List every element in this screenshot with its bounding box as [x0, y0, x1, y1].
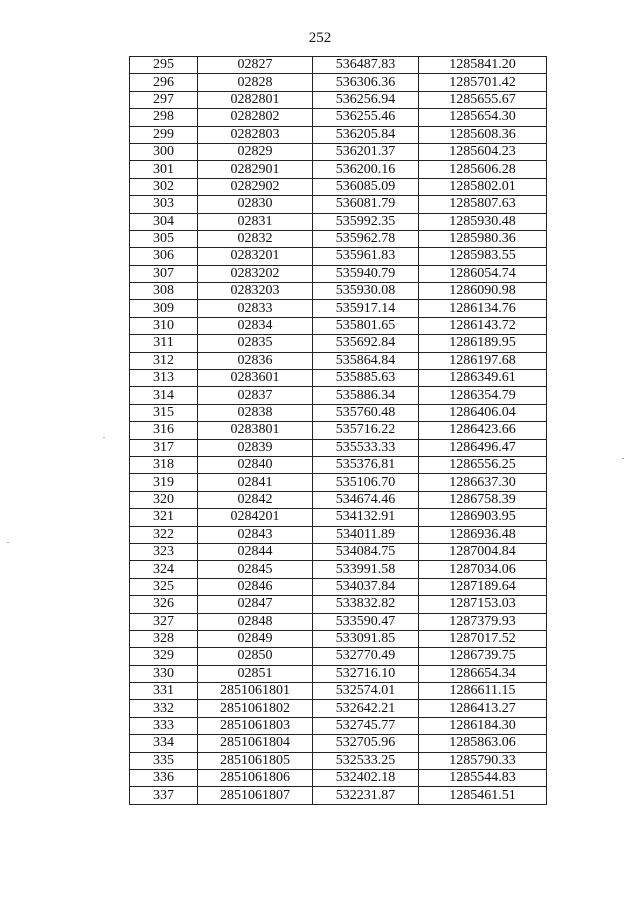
point-number-cell: 307: [130, 265, 198, 282]
y-coordinate-cell: 1287189.64: [419, 578, 547, 595]
x-coordinate-cell: 532402.18: [313, 770, 419, 787]
table-row: [130, 683, 547, 700]
point-id-cell: 02841: [198, 474, 313, 491]
point-number-cell: 310: [130, 317, 198, 334]
y-coordinate-cell: 1286654.34: [419, 665, 547, 682]
table-row: [130, 613, 547, 630]
point-number-cell: 304: [130, 213, 198, 230]
point-id-cell: 02850: [198, 648, 313, 665]
point-number-cell: 318: [130, 456, 198, 473]
x-coordinate-cell: 534132.91: [313, 509, 419, 526]
point-id-cell: 02840: [198, 456, 313, 473]
point-number-cell: 313: [130, 370, 198, 387]
y-coordinate-cell: 1286637.30: [419, 474, 547, 491]
x-coordinate-cell: 534084.75: [313, 543, 419, 560]
x-coordinate-cell: 536085.09: [313, 178, 419, 195]
point-number-cell: 309: [130, 300, 198, 317]
point-id-cell: 02832: [198, 230, 313, 247]
point-number-cell: 305: [130, 230, 198, 247]
y-coordinate-cell: 1286090.98: [419, 283, 547, 300]
point-number-cell: 335: [130, 752, 198, 769]
x-coordinate-cell: 534674.46: [313, 491, 419, 508]
y-coordinate-cell: 1286423.66: [419, 422, 547, 439]
page-number: 252: [308, 30, 332, 46]
table-row: [130, 109, 547, 126]
y-coordinate-cell: 1285983.55: [419, 248, 547, 265]
x-coordinate-cell: 535886.34: [313, 387, 419, 404]
point-id-cell: 0282802: [198, 109, 313, 126]
point-number-cell: 297: [130, 91, 198, 108]
point-id-cell: 02829: [198, 143, 313, 160]
x-coordinate-cell: 535760.48: [313, 404, 419, 421]
x-coordinate-cell: 533991.58: [313, 561, 419, 578]
y-coordinate-cell: 1286143.72: [419, 317, 547, 334]
x-coordinate-cell: 535961.83: [313, 248, 419, 265]
table-row: [130, 456, 547, 473]
x-coordinate-cell: 535716.22: [313, 422, 419, 439]
table-row: [130, 491, 547, 508]
point-number-cell: 337: [130, 787, 198, 804]
y-coordinate-cell: 1285654.30: [419, 109, 547, 126]
point-id-cell: 0282901: [198, 161, 313, 178]
y-coordinate-cell: 1287004.84: [419, 543, 547, 560]
point-id-cell: 02843: [198, 526, 313, 543]
point-id-cell: 0282902: [198, 178, 313, 195]
point-number-cell: 302: [130, 178, 198, 195]
table-body: [130, 57, 547, 805]
y-coordinate-cell: 1286903.95: [419, 509, 547, 526]
table-row: [130, 630, 547, 647]
y-coordinate-cell: 1285606.28: [419, 161, 547, 178]
point-id-cell: 02844: [198, 543, 313, 560]
y-coordinate-cell: 1285807.63: [419, 196, 547, 213]
point-id-cell: 2851061801: [198, 683, 313, 700]
x-coordinate-cell: 536200.16: [313, 161, 419, 178]
point-id-cell: 2851061804: [198, 735, 313, 752]
point-id-cell: 02834: [198, 317, 313, 334]
point-id-cell: 0283801: [198, 422, 313, 439]
y-coordinate-cell: 1285608.36: [419, 126, 547, 143]
point-id-cell: 02846: [198, 578, 313, 595]
table-row: [130, 752, 547, 769]
point-id-cell: 0283203: [198, 283, 313, 300]
x-coordinate-cell: 535376.81: [313, 456, 419, 473]
point-number-cell: 327: [130, 613, 198, 630]
scan-speck: [103, 437, 105, 438]
table-row: [130, 370, 547, 387]
x-coordinate-cell: 532574.01: [313, 683, 419, 700]
table-row: [130, 387, 547, 404]
point-number-cell: 301: [130, 161, 198, 178]
x-coordinate-cell: 535940.79: [313, 265, 419, 282]
y-coordinate-cell: 1285461.51: [419, 787, 547, 804]
table-row: [130, 787, 547, 804]
point-id-cell: 02839: [198, 439, 313, 456]
table-row: [130, 57, 547, 74]
x-coordinate-cell: 535917.14: [313, 300, 419, 317]
y-coordinate-cell: 1287153.03: [419, 596, 547, 613]
y-coordinate-cell: 1286349.61: [419, 370, 547, 387]
point-id-cell: 2851061805: [198, 752, 313, 769]
y-coordinate-cell: 1286406.04: [419, 404, 547, 421]
point-number-cell: 324: [130, 561, 198, 578]
table-row: [130, 665, 547, 682]
point-id-cell: 02848: [198, 613, 313, 630]
table-row: [130, 352, 547, 369]
x-coordinate-cell: 533091.85: [313, 630, 419, 647]
point-id-cell: 02833: [198, 300, 313, 317]
point-number-cell: 326: [130, 596, 198, 613]
y-coordinate-cell: 1287379.93: [419, 613, 547, 630]
point-number-cell: 314: [130, 387, 198, 404]
y-coordinate-cell: 1286496.47: [419, 439, 547, 456]
point-number-cell: 332: [130, 700, 198, 717]
point-number-cell: 317: [130, 439, 198, 456]
x-coordinate-cell: 535962.78: [313, 230, 419, 247]
point-id-cell: 02828: [198, 74, 313, 91]
table-row: [130, 248, 547, 265]
point-id-cell: 2851061802: [198, 700, 313, 717]
point-number-cell: 295: [130, 57, 198, 74]
table-row: [130, 578, 547, 595]
y-coordinate-cell: 1285544.83: [419, 770, 547, 787]
point-number-cell: 296: [130, 74, 198, 91]
x-coordinate-cell: 532533.25: [313, 752, 419, 769]
point-number-cell: 312: [130, 352, 198, 369]
y-coordinate-cell: 1286936.48: [419, 526, 547, 543]
table-row: [130, 700, 547, 717]
x-coordinate-cell: 535106.70: [313, 474, 419, 491]
table-row: [130, 648, 547, 665]
point-number-cell: 330: [130, 665, 198, 682]
point-number-cell: 308: [130, 283, 198, 300]
x-coordinate-cell: 534011.89: [313, 526, 419, 543]
table-row: [130, 74, 547, 91]
point-id-cell: 0283201: [198, 248, 313, 265]
point-id-cell: 2851061807: [198, 787, 313, 804]
point-number-cell: 334: [130, 735, 198, 752]
y-coordinate-cell: 1285802.01: [419, 178, 547, 195]
point-number-cell: 319: [130, 474, 198, 491]
point-number-cell: 329: [130, 648, 198, 665]
y-coordinate-cell: 1286758.39: [419, 491, 547, 508]
table-row: [130, 509, 547, 526]
x-coordinate-cell: 535930.08: [313, 283, 419, 300]
point-number-cell: 306: [130, 248, 198, 265]
point-id-cell: 02849: [198, 630, 313, 647]
x-coordinate-cell: 532745.77: [313, 717, 419, 734]
table-row: [130, 161, 547, 178]
point-id-cell: 2851061806: [198, 770, 313, 787]
table-row: [130, 404, 547, 421]
table-row: [130, 126, 547, 143]
y-coordinate-cell: 1285790.33: [419, 752, 547, 769]
point-number-cell: 323: [130, 543, 198, 560]
table-row: [130, 335, 547, 352]
point-number-cell: 331: [130, 683, 198, 700]
table-row: [130, 439, 547, 456]
y-coordinate-cell: 1286189.95: [419, 335, 547, 352]
point-number-cell: 322: [130, 526, 198, 543]
table-row: [130, 283, 547, 300]
point-number-cell: 303: [130, 196, 198, 213]
table-row: [130, 213, 547, 230]
x-coordinate-cell: 532231.87: [313, 787, 419, 804]
y-coordinate-cell: 1285841.20: [419, 57, 547, 74]
point-number-cell: 333: [130, 717, 198, 734]
y-coordinate-cell: 1285701.42: [419, 74, 547, 91]
point-id-cell: 02835: [198, 335, 313, 352]
point-id-cell: 02830: [198, 196, 313, 213]
x-coordinate-cell: 533832.82: [313, 596, 419, 613]
point-id-cell: 02827: [198, 57, 313, 74]
x-coordinate-cell: 536306.36: [313, 74, 419, 91]
x-coordinate-cell: 534037.84: [313, 578, 419, 595]
y-coordinate-cell: 1286197.68: [419, 352, 547, 369]
x-coordinate-cell: 535864.84: [313, 352, 419, 369]
y-coordinate-cell: 1285930.48: [419, 213, 547, 230]
y-coordinate-cell: 1285980.36: [419, 230, 547, 247]
scan-speck: [622, 458, 624, 459]
table-row: [130, 265, 547, 282]
x-coordinate-cell: 532642.21: [313, 700, 419, 717]
table-row: [130, 735, 547, 752]
point-id-cell: 02831: [198, 213, 313, 230]
point-id-cell: 0282801: [198, 91, 313, 108]
y-coordinate-cell: 1285655.67: [419, 91, 547, 108]
table-row: [130, 317, 547, 334]
point-id-cell: 0283202: [198, 265, 313, 282]
point-number-cell: 315: [130, 404, 198, 421]
y-coordinate-cell: 1286184.30: [419, 717, 547, 734]
point-number-cell: 321: [130, 509, 198, 526]
point-id-cell: 02847: [198, 596, 313, 613]
x-coordinate-cell: 535992.35: [313, 213, 419, 230]
table-row: [130, 474, 547, 491]
point-number-cell: 311: [130, 335, 198, 352]
point-id-cell: 0282803: [198, 126, 313, 143]
table-row: [130, 561, 547, 578]
x-coordinate-cell: 535885.63: [313, 370, 419, 387]
y-coordinate-cell: 1286556.25: [419, 456, 547, 473]
y-coordinate-cell: 1286134.76: [419, 300, 547, 317]
point-id-cell: 2851061803: [198, 717, 313, 734]
point-id-cell: 0283601: [198, 370, 313, 387]
point-number-cell: 316: [130, 422, 198, 439]
x-coordinate-cell: 532716.10: [313, 665, 419, 682]
y-coordinate-cell: 1286354.79: [419, 387, 547, 404]
table-row: [130, 230, 547, 247]
scan-speck: [7, 542, 9, 543]
table-row: [130, 143, 547, 160]
table-row: [130, 196, 547, 213]
table-row: [130, 178, 547, 195]
x-coordinate-cell: 536487.83: [313, 57, 419, 74]
point-number-cell: 328: [130, 630, 198, 647]
table-row: [130, 596, 547, 613]
table-row: [130, 526, 547, 543]
table-row: [130, 717, 547, 734]
x-coordinate-cell: 536081.79: [313, 196, 419, 213]
point-id-cell: 02851: [198, 665, 313, 682]
point-number-cell: 336: [130, 770, 198, 787]
point-number-cell: 298: [130, 109, 198, 126]
point-id-cell: 02845: [198, 561, 313, 578]
y-coordinate-cell: 1285604.23: [419, 143, 547, 160]
x-coordinate-cell: 535692.84: [313, 335, 419, 352]
point-id-cell: 0284201: [198, 509, 313, 526]
y-coordinate-cell: 1286611.15: [419, 683, 547, 700]
point-id-cell: 02838: [198, 404, 313, 421]
coordinates-table: [129, 56, 547, 805]
table-row: [130, 770, 547, 787]
x-coordinate-cell: 535801.65: [313, 317, 419, 334]
y-coordinate-cell: 1286413.27: [419, 700, 547, 717]
point-number-cell: 325: [130, 578, 198, 595]
x-coordinate-cell: 536256.94: [313, 91, 419, 108]
table-row: [130, 91, 547, 108]
x-coordinate-cell: 536255.46: [313, 109, 419, 126]
table-row: [130, 543, 547, 560]
y-coordinate-cell: 1287017.52: [419, 630, 547, 647]
point-number-cell: 299: [130, 126, 198, 143]
y-coordinate-cell: 1287034.06: [419, 561, 547, 578]
y-coordinate-cell: 1285863.06: [419, 735, 547, 752]
x-coordinate-cell: 536201.37: [313, 143, 419, 160]
x-coordinate-cell: 535533.33: [313, 439, 419, 456]
table-row: [130, 300, 547, 317]
x-coordinate-cell: 533590.47: [313, 613, 419, 630]
point-id-cell: 02836: [198, 352, 313, 369]
point-number-cell: 320: [130, 491, 198, 508]
x-coordinate-cell: 532705.96: [313, 735, 419, 752]
point-number-cell: 300: [130, 143, 198, 160]
table-row: [130, 422, 547, 439]
point-id-cell: 02842: [198, 491, 313, 508]
point-id-cell: 02837: [198, 387, 313, 404]
y-coordinate-cell: 1286739.75: [419, 648, 547, 665]
y-coordinate-cell: 1286054.74: [419, 265, 547, 282]
x-coordinate-cell: 532770.49: [313, 648, 419, 665]
x-coordinate-cell: 536205.84: [313, 126, 419, 143]
